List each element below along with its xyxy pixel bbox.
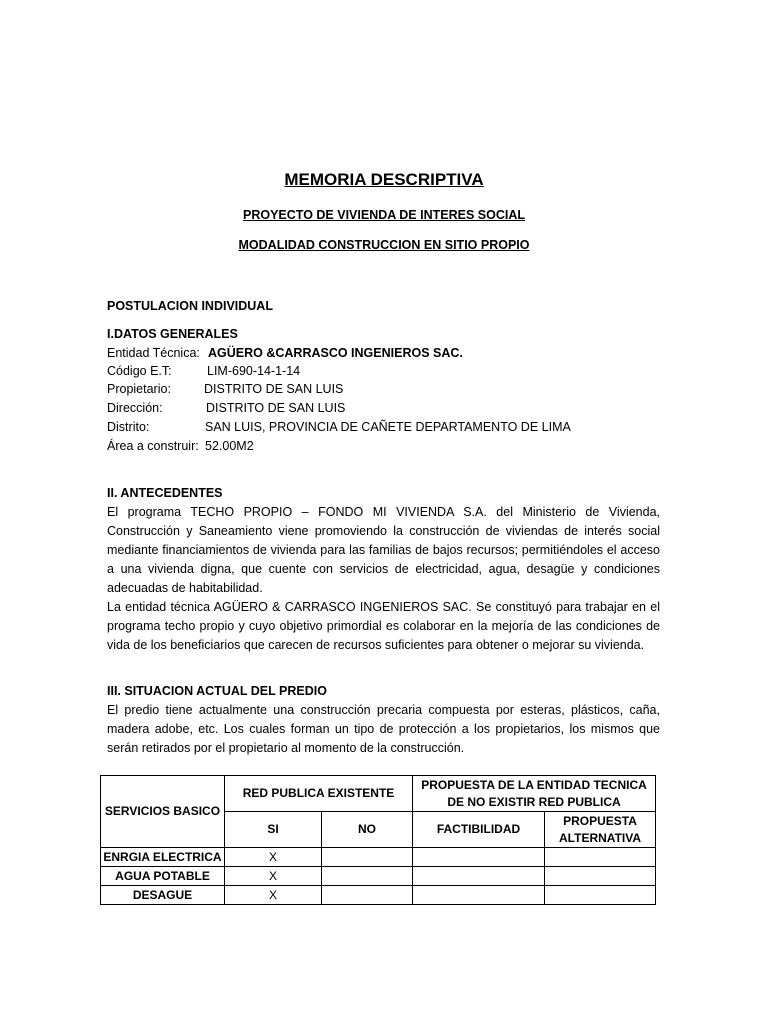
antecedentes-body: [107, 503, 660, 655]
field-label: Distrito:: [107, 420, 150, 434]
row-factibilidad: [413, 848, 545, 867]
document-title: MEMORIA DESCRIPTIVA: [284, 170, 484, 189]
field-label: Área a construir:: [107, 439, 199, 453]
row-si: X: [225, 886, 322, 905]
field-value: DISTRITO DE SAN LUIS: [206, 401, 346, 415]
row-factibilidad: [413, 886, 545, 905]
field-label: Propietario:: [107, 382, 171, 396]
field-direccion: [107, 399, 346, 418]
subheader-si: SI: [225, 812, 322, 848]
field-entidad-tecnica: [107, 344, 463, 363]
subheader-no: NO: [322, 812, 413, 848]
field-value: LIM-690-14-1-14: [207, 364, 301, 378]
row-servicio: DESAGUE: [101, 886, 225, 905]
header-red-publica: RED PUBLICA EXISTENTE: [225, 776, 413, 812]
table-row: [101, 886, 656, 905]
table-row: [101, 848, 656, 867]
row-no: [322, 886, 413, 905]
field-value: DISTRITO DE SAN LUIS: [204, 382, 344, 396]
situacion-body: [107, 701, 660, 758]
antecedentes-heading: II. ANTECEDENTES: [107, 486, 223, 500]
row-alternativa: [545, 867, 656, 886]
situacion-paragraph-1: El predio tiene actualmente una construcción precaria compuesta por esteras, plásticos, caña, madera adobe, etc. Los cuales forman un tipo de protección a los propietarios, los mismos que serán retirados por el propietario al momento de la construcción.: [107, 703, 660, 755]
row-no: [322, 867, 413, 886]
field-area-construir: [107, 437, 254, 456]
table-header-row: [101, 776, 656, 812]
field-label: Entidad Técnica:: [107, 346, 200, 360]
row-si: X: [225, 848, 322, 867]
row-no: [322, 848, 413, 867]
field-label: Código E.T:: [107, 364, 172, 378]
field-value: 52.00M2: [205, 439, 254, 453]
services-table: [100, 775, 656, 905]
row-servicio: ENRGIA ELECTRICA: [101, 848, 225, 867]
field-distrito: [107, 418, 571, 437]
row-alternativa: [545, 886, 656, 905]
row-si: X: [225, 867, 322, 886]
subheader-propuesta-alternativa: PROPUESTA ALTERNATIVA: [545, 812, 656, 848]
header-servicios-basico: SERVICIOS BASICO: [101, 776, 225, 848]
row-alternativa: [545, 848, 656, 867]
antecedentes-paragraph-1: El programa TECHO PROPIO – FONDO MI VIVIENDA S.A. del Ministerio de Vivienda, Construcción y Saneamiento viene promoviendo la construcción de viviendas de interés social mediante financiamientos de vivienda para las familias de bajos recursos; permitiéndoles el acceso a una vivienda digna, que cuente con servicios de electricidad, agua, desagüe y condiciones adecuadas de habitabilidad.: [107, 505, 660, 595]
field-value: AGÜERO &CARRASCO INGENIEROS SAC.: [208, 346, 463, 360]
postulacion-heading: POSTULACION INDIVIDUAL: [107, 299, 273, 313]
antecedentes-paragraph-2: La entidad técnica AGÜERO & CARRASCO INGENIEROS SAC. Se constituyó para trabajar en el programa techo propio y cuyo objetivo primordial es colaborar en la mejoría de las condiciones de vida de los beneficiarios que carecen de recursos suficientes para obtener o mejorar su vivienda.: [107, 600, 660, 652]
table-row: [101, 867, 656, 886]
field-codigo-et: [107, 362, 301, 381]
row-servicio: AGUA POTABLE: [101, 867, 225, 886]
header-propuesta-entidad: PROPUESTA DE LA ENTIDAD TECNICA DE NO EXISTIR RED PUBLICA: [413, 776, 656, 812]
modality-subtitle: MODALIDAD CONSTRUCCION EN SITIO PROPIO: [238, 238, 530, 252]
field-label: Dirección:: [107, 401, 163, 415]
field-value: SAN LUIS, PROVINCIA DE CAÑETE DEPARTAMENTO DE LIMA: [205, 420, 571, 434]
datos-generales-heading: I.DATOS GENERALES: [107, 327, 238, 341]
project-subtitle: PROYECTO DE VIVIENDA DE INTERES SOCIAL: [243, 208, 525, 222]
subheader-factibilidad: FACTIBILIDAD: [413, 812, 545, 848]
row-factibilidad: [413, 867, 545, 886]
situacion-heading: III. SITUACION ACTUAL DEL PREDIO: [107, 684, 327, 698]
field-propietario: [107, 380, 344, 399]
